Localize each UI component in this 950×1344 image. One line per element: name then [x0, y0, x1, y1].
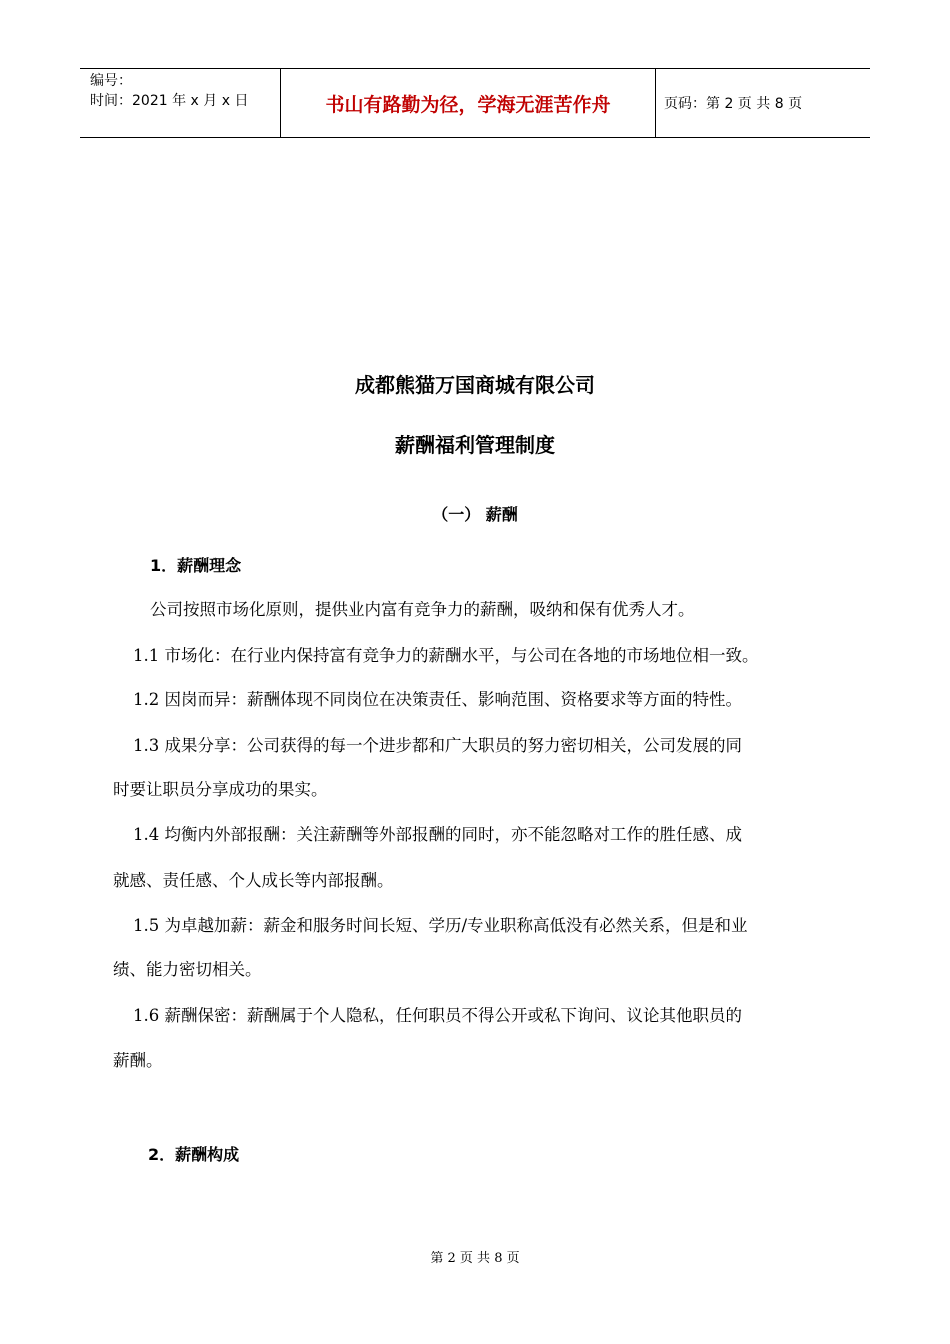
subsection-heading-composition: 2．薪酬构成	[148, 1145, 240, 1164]
item-1-5-line1: 1.5 为卓越加薪：薪金和服务时间长短、学历/专业职称高低没有必然关系，但是和业	[133, 916, 748, 935]
item-1-3-line2: 时要让职员分享成功的果实。	[113, 780, 328, 799]
header-page-info: 页码：第 2 页 共 8 页	[664, 96, 803, 112]
item-1-6-line1: 1.6 薪酬保密：薪酬属于个人隐私，任何职员不得公开或私下询问、议论其他职员的	[133, 1006, 742, 1025]
item-1-5-line2: 绩、能力密切相关。	[113, 960, 262, 979]
company-title: 成都熊猫万国商城有限公司	[355, 373, 595, 397]
intro-paragraph: 公司按照市场化原则，提供业内富有竞争力的薪酬，吸纳和保有优秀人才。	[150, 600, 695, 619]
header-meta	[80, 69, 281, 137]
item-1-6-line2: 薪酬。	[113, 1051, 163, 1070]
item-1-4-line2: 就感、责任感、个人成长等内部报酬。	[113, 871, 394, 890]
item-1-1: 1.1 市场化：在行业内保持富有竞争力的薪酬水平，与公司在各地的市场地位相一致。	[133, 646, 759, 665]
subsection-heading-philosophy: 1．薪酬理念	[150, 556, 242, 575]
policy-title: 薪酬福利管理制度	[395, 433, 555, 457]
item-1-3-line1: 1.3 成果分享：公司获得的每一个进步都和广大职员的努力密切相关，公司发展的同	[133, 736, 742, 755]
header-motto: 书山有路勤为径，学海无涯苦作舟	[281, 69, 656, 137]
number-label: 编号：	[90, 73, 132, 89]
time-label: 时间：2021 年 x 月 x 日	[90, 93, 249, 109]
section-title: （一） 薪酬	[432, 505, 518, 524]
page-footer: 第 2 页 共 8 页	[430, 1251, 520, 1266]
header-table	[80, 68, 870, 138]
item-1-2: 1.2 因岗而异：薪酬体现不同岗位在决策责任、影响范围、资格要求等方面的特性。	[133, 690, 742, 709]
item-1-4-line1: 1.4 均衡内外部报酬：关注薪酬等外部报酬的同时，亦不能忽略对工作的胜任感、成	[133, 825, 742, 844]
